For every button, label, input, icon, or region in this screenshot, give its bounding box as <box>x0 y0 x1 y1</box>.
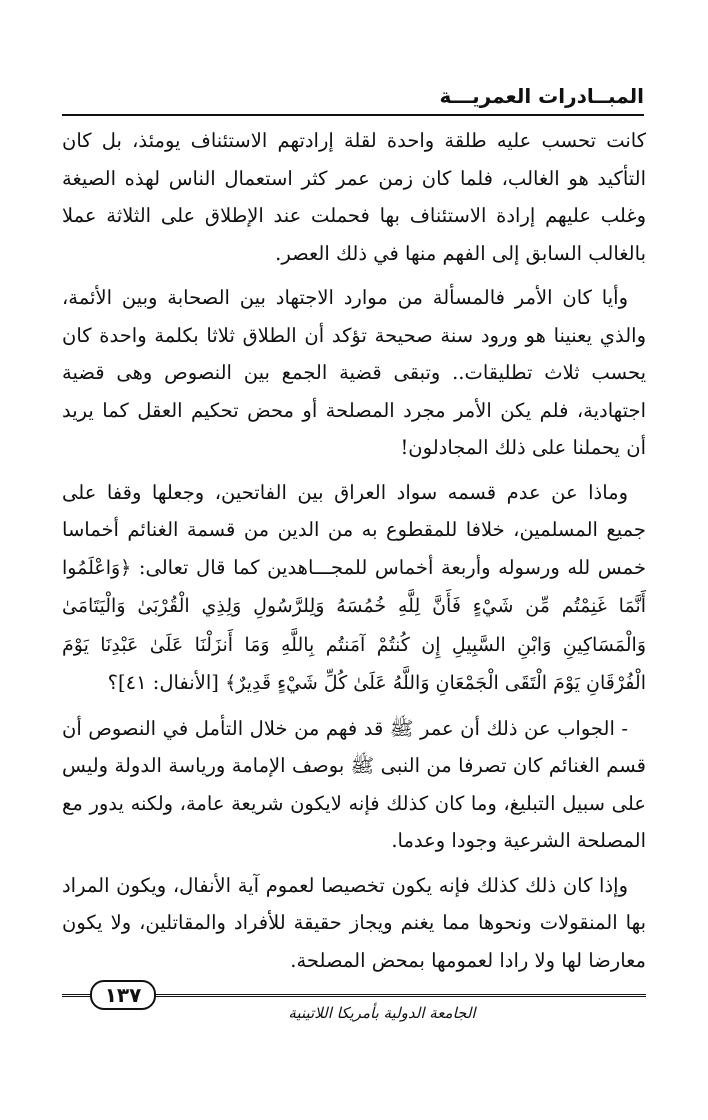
page-body <box>62 122 646 986</box>
header-rule <box>62 114 644 116</box>
institution-name: الجامعة الدولية بأمريكا اللاتينية <box>288 1004 476 1022</box>
paragraph-3 <box>62 474 646 703</box>
paragraph-3-text: وماذا عن عدم قسمه سواد العراق بين الفاتحين، وجعلها وقفا على جميع المسلمين، خلافا للمقطوع به من الدين من قسمة الغنائم أخماسا خمس لله ورسوله وأربعة أخماس للمجـــاهدين كما قال تعالى: <box>62 480 646 579</box>
paragraph-4: - الجواب عن ذلك أن عمر ﷺ قد فهم من خلال التأمل في النصوص أن قسم الغنائم كان تصرفا من النبى ﷺ بوصف الإمامة ورياسة الدولة وليس على سبيل التبليغ، وما كان كذلك فإنه لايكون شريعة عامة، ولكنه يدور مع المصلحة الشرعية وجودا وعدما. <box>62 716 646 852</box>
quran-verse: ﴿وَاعْلَمُوا أَنَّمَا غَنِمْتُم مِّن شَيْءٍ فَأَنَّ لِلَّهِ خُمُسَهُ وَلِلرَّسُولِ وَلِذِي الْقُرْبَىٰ وَالْيَتَامَىٰ وَالْمَسَاكِينِ وَابْنِ السَّبِيلِ إِن كُنتُمْ آمَنتُم بِاللَّهِ وَمَا أَنزَلْنَا عَلَىٰ عَبْدِنَا يَوْمَ الْفُرْقَانِ يَوْمَ الْتَقَى الْجَمْعَانِ وَاللَّهُ عَلَىٰ كُلِّ شَيْءٍ قَدِيرٌ﴾ <box>62 556 646 694</box>
page-footer <box>62 983 646 1028</box>
running-title: المبــادرات العمريـــة <box>439 84 644 108</box>
paragraph-2: وأيا كان الأمر فالمسألة من موارد الاجتهاد بين الصحابة وبين الأئمة، والذي يعنينا هو ورود سنة صحيحة تؤكد أن الطلاق ثلاثا بكلمة واحدة كان يحسب ثلاث تطليقات.. وتبقى قضية الجمع بين النصوص وهى قضية اجتهادية، فلم يكن الأمر مجرد المصلحة أو محض تحكيم العقل كما يريد أن يحملنا على ذلك المجادلون! <box>62 286 646 459</box>
paragraph-5: وإذا كان ذلك كذلك فإنه يكون تخصيصا لعموم آية الأنفال، ويكون المراد بها المنقولات ونحوها مما يغنم ويجاز حقيقة للأفراد والمقاتلين، ولا يكون معارضا لها ولا رادا لعمومها بمحض المصلحة. <box>62 873 646 972</box>
paragraph-1: كانت تحسب عليه طلقة واحدة لقلة إرادتهم الاستئناف يومئذ، بل كان التأكيد هو الغالب، فلما كان زمن عمر كثر استعمال الناس لهذه الصيغة وغلب عليهم إرادة الاستئناف بها فحملت عند الإطلاق على الثلاثة عملا بالغالب السابق إلى الفهم منها في ذلك العصر. <box>62 129 646 265</box>
page-number: ١٣٧ <box>90 980 156 1010</box>
page-header <box>62 80 644 116</box>
verse-reference: [الأنفال: ٤١]؟ <box>107 671 219 694</box>
